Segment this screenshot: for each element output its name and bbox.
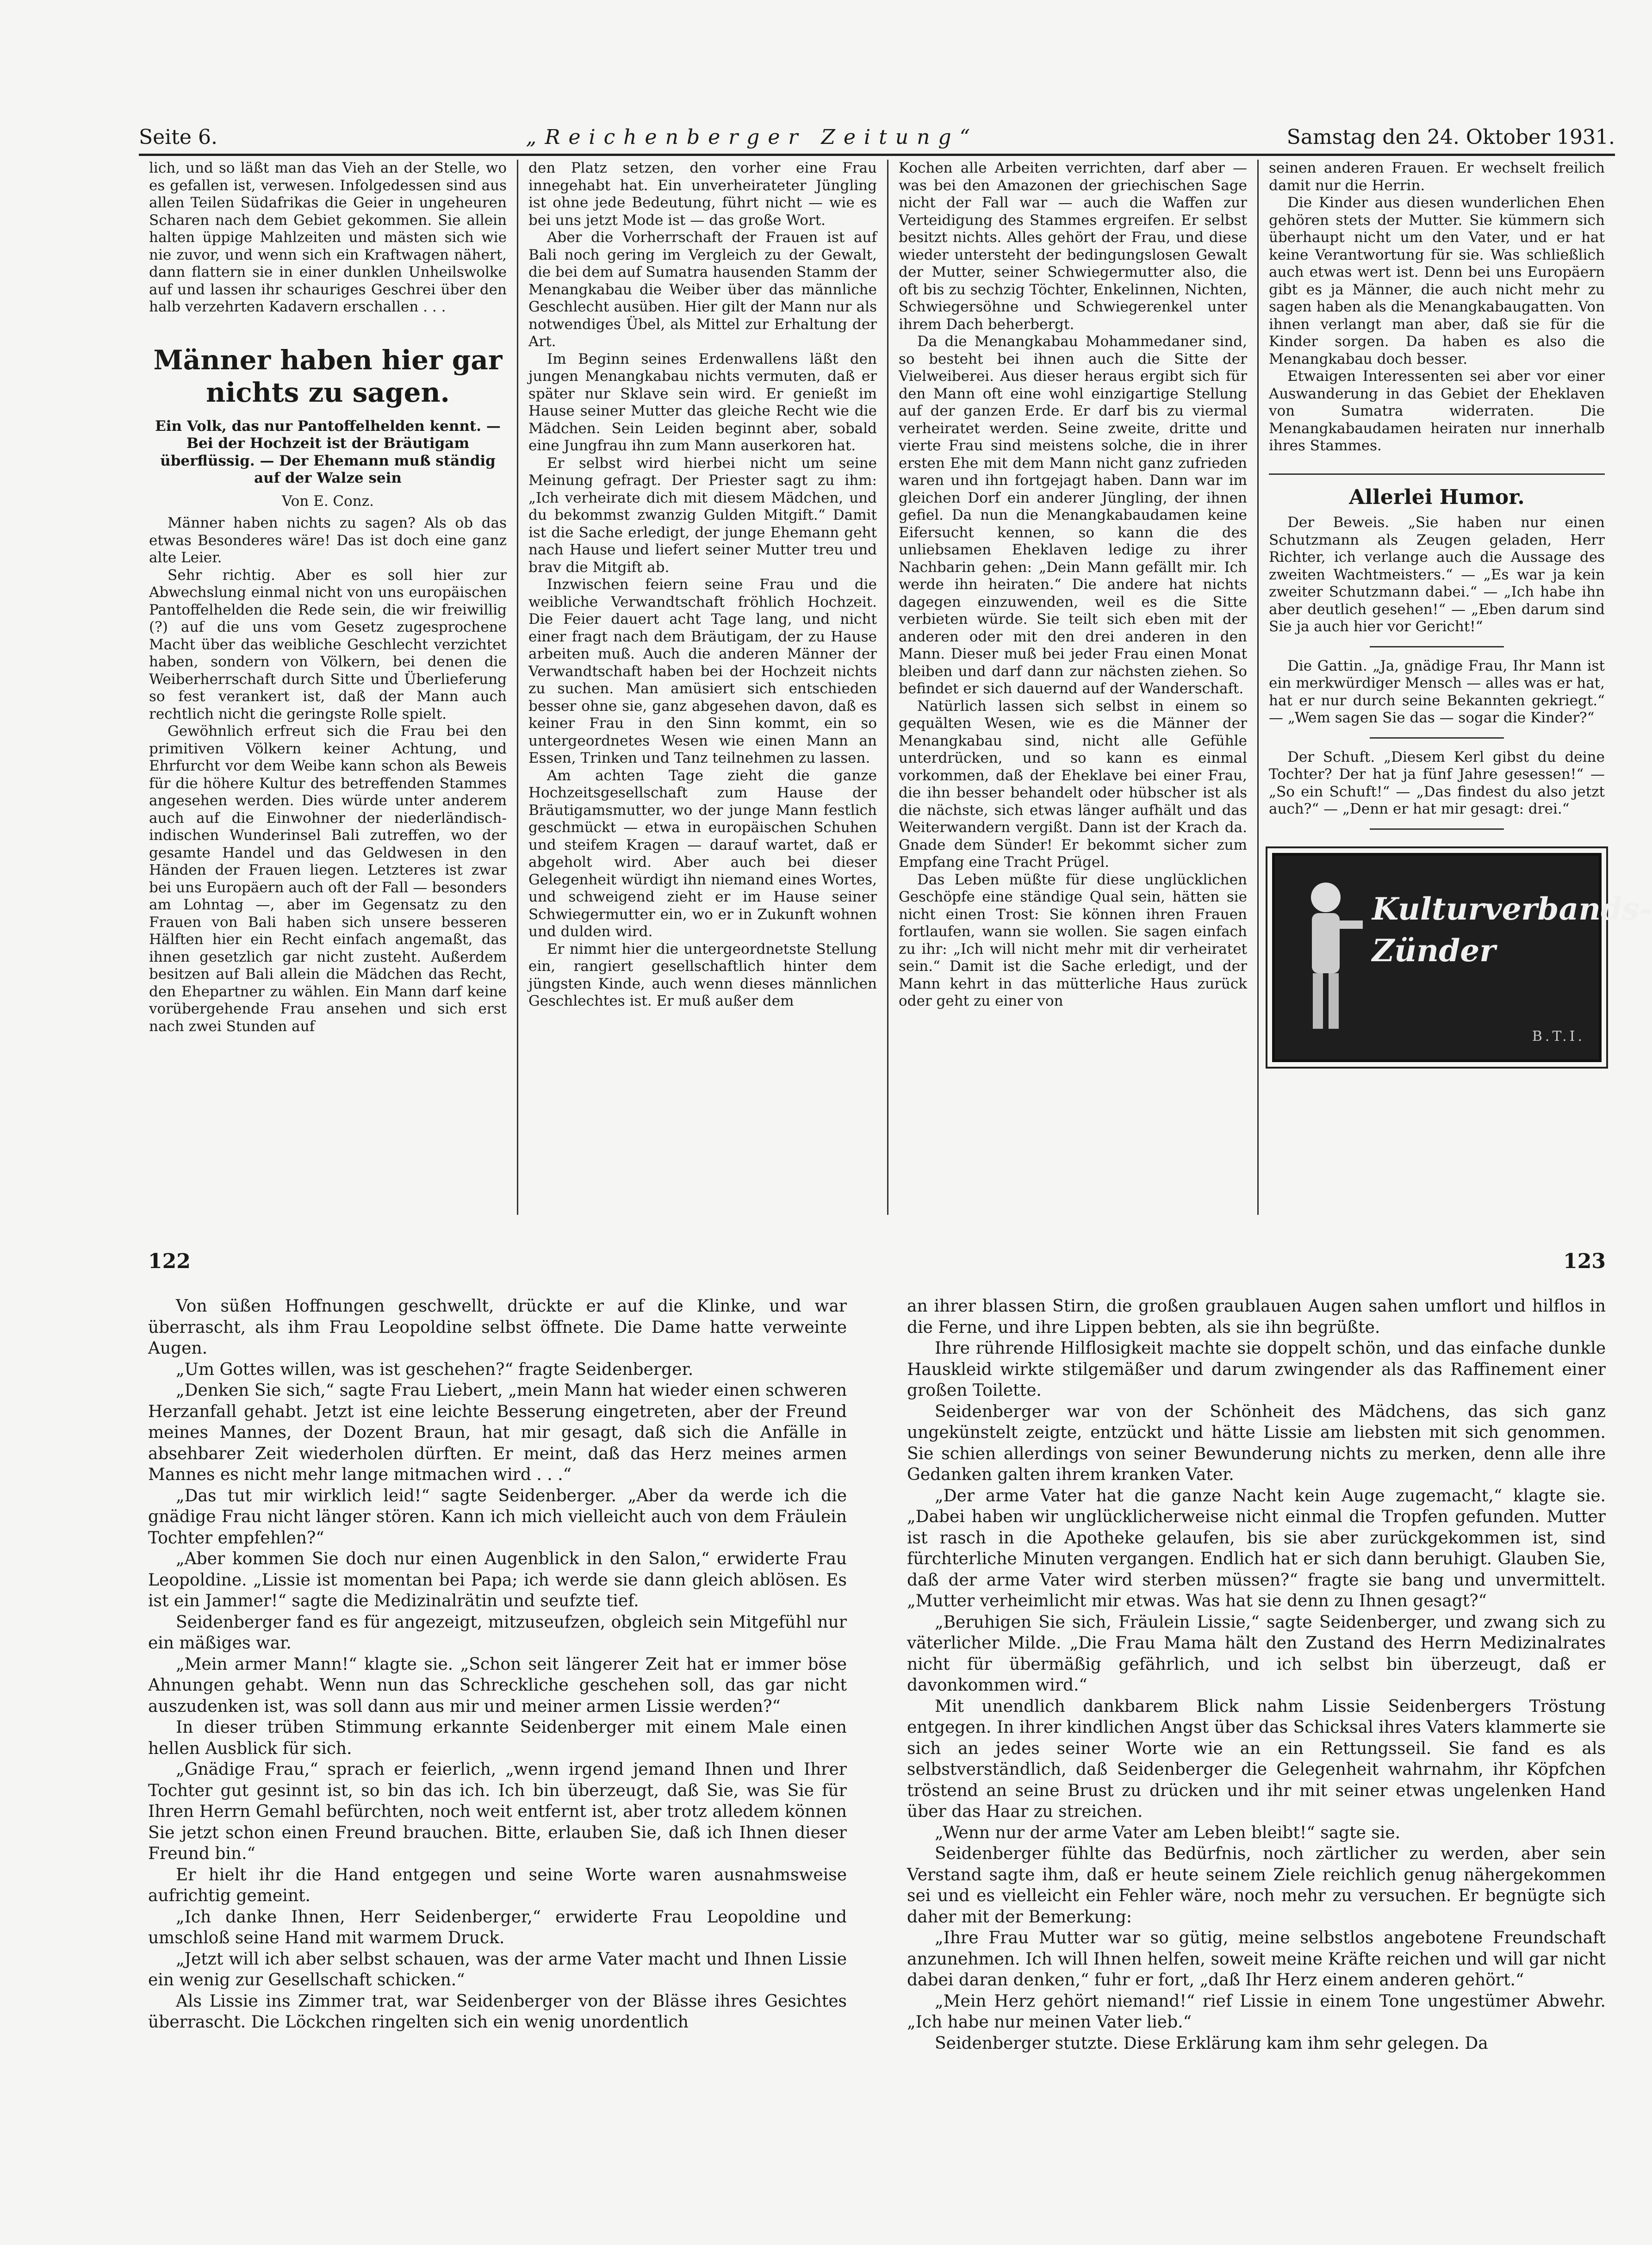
paragraph: „Gnädige Frau,“ sprach er feierlich, „wenn irgend jemand Ihnen und Ihrer Tochter gut gesinnt ist, so bin das ich. Ich bin überzeugt, daß Sie, was Sie für Ihren Herrn Gemahl befürchten, noch weit entfernt ist, aber trotz alledem können Sie jetzt schon einen Freund brauchen. Bitte, erlauben Sie, daß ich Ihnen dieser Freund bin.“	[148, 1760, 847, 1863]
advertisement-box	[1272, 853, 1652, 1062]
article-subtitle: Ein Volk, das nur Pantoffelhelden kennt. — Bei der Hochzeit ist der Bräutigam überflüssig. — Der Ehemann muß ständig auf der Walze sein	[155, 417, 501, 486]
newspaper-header	[139, 121, 1615, 156]
paragraph: „Denken Sie sich,“ sagte Frau Liebert, „mein Mann hat wieder einen schweren Herzanfall gehabt. Jetzt ist eine leichte Besserung eingetreten, aber der Freund meines Mannes, der Dozent Braun, hat mir gesagt, daß sich die Anfälle in absehbarer Zeit wiederholen dürften. Er meint, daß das Herz meines armen Mannes es nicht mehr lange mitmachen wird . . .“	[148, 1381, 847, 1484]
paragraph: In dieser trüben Stimmung erkannte Seidenberger mit einem Male einen hellen Ausblick für sich.	[148, 1718, 847, 1758]
paragraph: „Mein armer Mann!“ klagte sie. „Schon seit längerer Zeit hat er immer böse Ahnungen gehabt. Wenn nun das Schreckliche geschehen soll, das gar nicht auszudenken ist, was soll dann aus mir und meiner armen Lissie werden?“	[148, 1654, 847, 1716]
book-pages	[139, 1250, 1615, 2083]
joke: Die Gattin. „Ja, gnädige Frau, Ihr Mann ist ein merkwürdiger Mensch — alles was er hat, hat er nur durch seine Bekannten gekriegt.“ — „Wem sagen Sie das — sogar die Kinder?“	[1269, 657, 1605, 726]
paragraph: Am achten Tage zieht die ganze Hochzeitsgesellschaft zum Hause der Bräutigamsmutter, wo der junge Mann festlich geschmückt — etwa in europäischen Schuhen und steifem Kragen — darauf wartet, daß er abgeholt wird. Aber auch bei dieser Gelegenheit würdigt ihn niemand eines Wortes, und schweigend zieht er im Hause seiner Schwiegermutter ein, wo er in Zukunft wohnen und dulden wird.	[528, 767, 877, 940]
paragraph: Da die Menangkabau Mohammedaner sind, so besteht bei ihnen auch die Sitte der Vielweiberei. Aus dieser heraus ergibt sich für den Mann oft eine wohl einzigartige Stellung auf der ganzen Erde. Er darf bis zu viermal verheiratet werden. Seine zweite, dritte und vierte Frau sind meistens solche, die in ihrer ersten Ehe mit dem Mann nicht ganz zufrieden waren und ihn fortgejagt haben. Dann war im gleichen Dorf ein anderer Jüngling, der ihnen gefiel. Da nun die Menangkabaudamen keine Eifersucht kennen, so kann die des unliebsamen Eheklaven ledige zu ihrer Nachbarin gehen: „Dein Mann gefällt mir. Ich werde ihn heiraten.“ Die andere hat nichts dagegen einzuwenden, weil es die Sitte verbieten würde. Sie teilt sich eben mit der anderen oder mit den drei anderen in den Mann. Dieser muß bei jeder Frau einen Monat bleiben und darf dann zur nächsten ziehen. So befindet er sich dauernd auf der Wanderschaft.	[899, 333, 1247, 697]
paragraph: Männer haben nichts zu sagen? Als ob das etwas Besonderes wäre! Das ist doch eine ganz alte Leier.	[149, 515, 507, 566]
paragraph: Mit unendlich dankbarem Blick nahm Lissie Seidenbergers Tröstung entgegen. In ihrer kindlichen Angst über das Schicksal ihres Vaters klammerte sie sich an jedes seiner Worte wie an ein Rettungsseil. Sie fand es als selbstverständlich, daß Seidenberger die Gelegenheit wahrnahm, ihr Köpfchen tröstend an seine Brust zu drücken und ihr mit seiner etwas ungelenken Hand über das Haar zu streichen.	[907, 1697, 1606, 1821]
paragraph: Natürlich lassen sich selbst in einem so gequälten Wesen, wie es die Männer der Menangkabau sind, nicht alle Gefühle unterdrücken, und so kann es einmal vorkommen, daß der Eheklave bei einer Frau, die ihn besser behandelt oder hübscher ist als die nächste, sich etwas länger aufhält und das Weiterwandern vergißt. Dann ist der Krach da. Gnade dem Sünder! Er bekommt sicher zum Empfang eine Tracht Prügel.	[899, 697, 1247, 871]
divider	[1370, 828, 1504, 830]
paragraph: Ihre rührende Hilflosigkeit machte sie doppelt schön, und das einfache dunkle Hauskleid wirkte stilgemäßer und darum zwingender als das Raffinement einer großen Toilette.	[907, 1339, 1606, 1400]
paragraph: Im Beginn seines Erdenwallens läßt den jungen Menangkabau nichts vermuten, daß er später nur Sklave sein wird. Er genießt im Hause seiner Mutter das gleiche Recht wie die Mädchen. Sein Leiden beginnt aber, sobald eine Jungfrau ihn zum Mann auserkoren hat.	[528, 350, 877, 454]
right-book-page	[907, 1296, 1606, 2054]
paragraph: an ihrer blassen Stirn, die großen graublauen Augen sahen umflort und hilflos in die Ferne, und ihre Lippen bebten, als sie ihn begrüßte.	[907, 1297, 1606, 1337]
issue-date: Samstag den 24. Oktober 1931.	[1286, 125, 1615, 149]
page-label: Seite 6.	[139, 125, 217, 149]
advertisement-mark: B.T.I.	[1532, 1028, 1585, 1045]
newspaper-title: „Reichenberger Zeitung“	[526, 125, 979, 149]
column-4	[1259, 160, 1652, 1215]
joke: Der Schuft. „Diesem Kerl gibst du deine Tochter? Der hat ja fünf Jahre gesessen!“ — „So ein Schuft!“ — „Das findest du also jetzt auch?“ — „Denn er hat mir gesagt: drei.“	[1269, 748, 1605, 817]
paragraph: Von süßen Hoffnungen geschwellt, drückte er auf die Klinke, und war überrascht, als ihm Frau Leopoldine selbst öffnete. Die Dame hatte verweinte Augen.	[148, 1297, 847, 1358]
left-book-page	[148, 1296, 847, 2033]
paragraph: „Aber kommen Sie doch nur einen Augenblick in den Salon,“ erwiderte Frau Leopoldine. „Lissie ist momentan bei Papa; ich werde sie dann gleich ablösen. Es ist ein Jammer!“ sagte die Medizinalrätin und seufzte tief.	[148, 1549, 847, 1611]
paragraph: Gewöhnlich erfreut sich die Frau bei den primitiven Völkern keiner Achtung, und Ehrfurcht vor dem Weibe kann schon als Beweis für die höhere Kultur des betreffenden Stammes angesehen werden. Dies würde unter anderem auch auf die Einwohner der niederländisch-indischen Wunderinsel Bali zutreffen, wo der gesamte Handel und das Geldwesen in den Händen der Frauen liegen. Letzteres ist zwar bei uns Europäern auch oft der Fall — besonders am Lohntag —, aber im Gegensatz zu den Frauen von Bali haben sich unsere besseren Hälften hier ein Recht einfach angemaßt, das ihnen gesetzlich gar nicht zusteht. Außerdem besitzen auf Bali allein die Mädchen das Recht, den Ehepartner zu wählen. Ein Mann darf keine vorübergehende Frau ansehen und sich erst nach zwei Stunden auf	[149, 723, 507, 1035]
paragraph: Seidenberger war von der Schönheit des Mädchens, das sich ganz ungekünstelt zeigte, entzückt und hätte Lissie am liebsten mit sich genommen. Sie schien allerdings von seiner Bewunderung nichts zu merken, denn alle ihre Gedanken galten ihrem kranken Vater.	[907, 1402, 1606, 1484]
column-3	[888, 160, 1259, 1215]
boy-figure-icon	[1289, 874, 1363, 1041]
paragraph: „Das tut mir wirklich leid!“ sagte Seidenberger. „Aber da werde ich die gnädige Frau nicht länger stören. Kann ich mich vielleicht auch von dem Fräulein Tochter empfehlen?“	[148, 1486, 847, 1548]
advertisement-title: Kulturverbands-Zünder	[1372, 890, 1652, 969]
article-title: Männer haben hier gar nichts zu sagen.	[153, 344, 503, 408]
paragraph: Aber die Vorherrschaft der Frauen ist auf Bali noch gering im Vergleich zu der Gewalt, die bei dem auf Sumatra hausenden Stamm der Menangkabau die Weiber über das männliche Geschlecht ausüben. Hier gilt der Mann nur als notwendiges Übel, als Mittel zur Erhaltung der Art.	[528, 229, 877, 350]
paragraph: seinen anderen Frauen. Er wechselt freilich damit nur die Herrin.	[1269, 160, 1605, 194]
article-byline: Von E. Conz.	[282, 492, 374, 510]
paragraph: „Ich danke Ihnen, Herr Seidenberger,“ erwiderte Frau Leopoldine und umschloß seine Hand mit warmem Druck.	[148, 1907, 847, 1947]
left-page-number: 122	[148, 1250, 191, 1273]
divider	[1370, 737, 1504, 739]
humor-section-title: Allerlei Humor.	[1269, 473, 1605, 506]
paragraph: Seidenberger stutzte. Diese Erklärung kam ihm sehr gelegen. Da	[935, 2034, 1488, 2053]
paragraph: Er hielt ihr die Hand entgegen und seine Worte waren ausnahmsweise aufrichtig gemeint.	[148, 1865, 847, 1905]
paragraph: den Platz setzen, den vorher eine Frau innegehabt hat. Ein unverheirateter Jüngling ist ohne jede Bedeutung, führt nicht — wie es bei uns jetzt Mode ist — das große Wort.	[528, 160, 877, 229]
paragraph: Seidenberger fand es für angezeigt, mitzuseufzen, obgleich sein Mitgefühl nur ein mäßiges war.	[148, 1612, 847, 1653]
newspaper-columns	[139, 160, 1652, 1215]
paragraph: Er selbst wird hierbei nicht um seine Meinung gefragt. Der Priester sagt zu ihm: „Ich verheirate dich mit diesem Mädchen, und du bekommst zwanzig Gulden Mitgift.“ Damit ist die Sache erledigt, der junge Ehemann geht nach Hause und liefert seiner Mutter treu und brav die Mitgift ab.	[528, 454, 877, 576]
paragraph: „Der arme Vater hat die ganze Nacht kein Auge zugemacht,“ klagte sie. „Dabei haben wir unglücklicherweise nicht einmal die Tropfen gefunden. Mutter ist rasch in die Apotheke gelaufen, bis sie aber zurückgekommen ist, sind fürchterliche Minuten vergangen. Endlich hat er sich dann beruhigt. Glauben Sie, daß der arme Vater wird sterben müssen?“ fragte sie bang und unvermittelt. „Mutter verheimlicht mir etwas. Was hat sie denn zu Ihnen gesagt?“	[907, 1486, 1606, 1611]
column-1-lead: lich, und so läßt man das Vieh an der Stelle, wo es gefallen ist, verwesen. Infolgedessen sind aus allen Teilen Südafrikas die Geier in ungeheuren Scharen nach dem Gebiet gekommen. Sie allein halten üppige Mahlzeiten und mästen sich wie nie zuvor, und wenn sich ein Kraftwagen nähert, dann flattern sie in einer dunklen Unheilswolke auf und lassen ihr schauriges Geschrei über den halb verzehrten Kadavern erschallen . . .	[149, 160, 507, 315]
column-1	[139, 160, 518, 1215]
paragraph: „Wenn nur der arme Vater am Leben bleibt!“ sagte sie.	[935, 1823, 1401, 1842]
paragraph: Seidenberger fühlte das Bedürfnis, noch zärtlicher zu werden, aber sein Verstand sagte ihm, daß er heute seinem Ziele reichlich genug nähergekommen sei und es vielleicht ein Fehler wäre, noch mehr zu versuchen. Er begnügte sich daher mit der Bemerkung:	[907, 1844, 1606, 1927]
paragraph: „Ihre Frau Mutter war so gütig, meine selbstlos angebotene Freundschaft anzunehmen. Ich will Ihnen helfen, soweit meine Kräfte reichen und will gar nicht dabei daran denken,“ fuhr er fort, „daß Ihr Herz einem anderen gehört.“	[907, 1928, 1606, 1990]
paragraph: Kochen alle Arbeiten verrichten, darf aber — was bei den Amazonen der griechischen Sage nicht der Fall war — auch die Waffen zur Verteidigung des Stammes ergreifen. Er selbst besitzt nichts. Alles gehört der Frau, und diese wieder untersteht der bedingungslosen Gewalt der Mutter, seiner Schwiegermutter also, die oft bis zu sechzig Töchter, Enkelinnen, Nichten, Schwiegersöhne und Schwiegerenkel unter ihrem Dach beherbergt.	[899, 160, 1247, 333]
paragraph: „Mein Herz gehört niemand!“ rief Lissie in einem Tone ungestümer Abwehr. „Ich habe nur meinen Vater lieb.“	[907, 1991, 1606, 2032]
paragraph: „Jetzt will ich aber selbst schauen, was der arme Vater macht und Ihnen Lissie ein wenig zur Gesellschaft schicken.“	[148, 1949, 847, 1990]
column-2	[518, 160, 888, 1215]
paragraph: „Beruhigen Sie sich, Fräulein Lissie,“ sagte Seidenberger, und zwang sich zu väterlicher Milde. „Die Frau Mama hält den Zustand des Herrn Medizinalrates nicht für übermäßig gefährlich, und ich selbst bin überzeugt, daß er davonkommen wird.“	[907, 1612, 1606, 1695]
paragraph: „Um Gottes willen, was ist geschehen?“ fragte Seidenberger.	[176, 1360, 694, 1379]
paragraph: Sehr richtig. Aber es soll hier zur Abwechslung einmal nicht von uns europäischen Pantoffelhelden die Rede sein, die wir freiwillig (?) auf die uns vom Gesetz zugesprochene Macht über das weibliche Geschlecht verzichtet haben, sondern von Völkern, bei denen die Weiberherrschaft durch Sitte und Überlieferung so fest verankert ist, daß der Mann auch rechtlich nicht die geringste Rolle spielt.	[149, 566, 507, 722]
paragraph: Das Leben müßte für diese unglücklichen Geschöpfe eine ständige Qual sein, hätten sie nicht einen Trost: Sie können ihren Frauen fortlaufen, wann sie wollen. Sie sagen einfach zu ihr: „Ich will nicht mehr mit dir verheiratet sein.“ Damit ist die Sache erledigt, und der Mann kehrt in das mütterliche Haus zurück oder geht zu einer von	[899, 871, 1247, 1009]
right-page-number: 123	[1563, 1250, 1606, 1273]
divider	[1370, 646, 1504, 647]
joke: Der Beweis. „Sie haben nur einen Schutzmann als Zeugen geladen, Herr Richter, ich verlange auch die Aussage des zweiten Wachtmeisters.“ — „Es war ja kein zweiter Schutzmann dabei.“ — „Ich habe ihn aber deutlich gesehen!“ — „Eben darum sind Sie ja auch hier vor Gericht!“	[1269, 514, 1605, 635]
paragraph: Die Kinder aus diesen wunderlichen Ehen gehören stets der Mutter. Sie kümmern sich überhaupt nicht um den Vater, und er hat keine Verantwortung für sie. Was schließlich auch etwas wert ist. Denn bei uns Europäern gibt es ja Männer, die auch nicht mehr zu sagen haben als die Menangkabaugatten. Von ihnen verlangt man aber, daß sie für die Kinder sorgen. Da haben es also die Menangkabau doch besser.	[1269, 194, 1605, 367]
paragraph: Als Lissie ins Zimmer trat, war Seidenberger von der Blässe ihres Gesichtes überrascht. Die Löckchen ringelten sich ein wenig unordentlich	[148, 1991, 847, 2032]
paragraph: Er nimmt hier die untergeordnetste Stellung ein, rangiert gesellschaftlich hinter dem jüngsten Kinde, auch wenn dieses männlichen Geschlechtes ist. Er muß außer dem	[528, 940, 877, 1009]
paragraph: Inzwischen feiern seine Frau und die weibliche Verwandtschaft fröhlich Hochzeit. Die Feier dauert acht Tage lang, und nicht einer fragt nach dem Bräutigam, der zu Hause arbeiten muß. Auch die anderen Männer der Verwandtschaft haben bei der Hochzeit nichts zu suchen. Man amüsiert sich entschieden besser ohne sie, ganz abgesehen davon, daß es keiner Frau in den Sinn kommt, ein so untergeordnetes Wesen wie einen Mann an Essen, Trinken und Tanz teilnehmen zu lassen.	[528, 576, 877, 766]
paragraph: Etwaigen Interessenten sei aber vor einer Auswanderung in das Gebiet der Eheklaven von Sumatra widerraten. Die Menangkabaudamen heiraten nur innerhalb ihres Stammes.	[1269, 368, 1605, 454]
